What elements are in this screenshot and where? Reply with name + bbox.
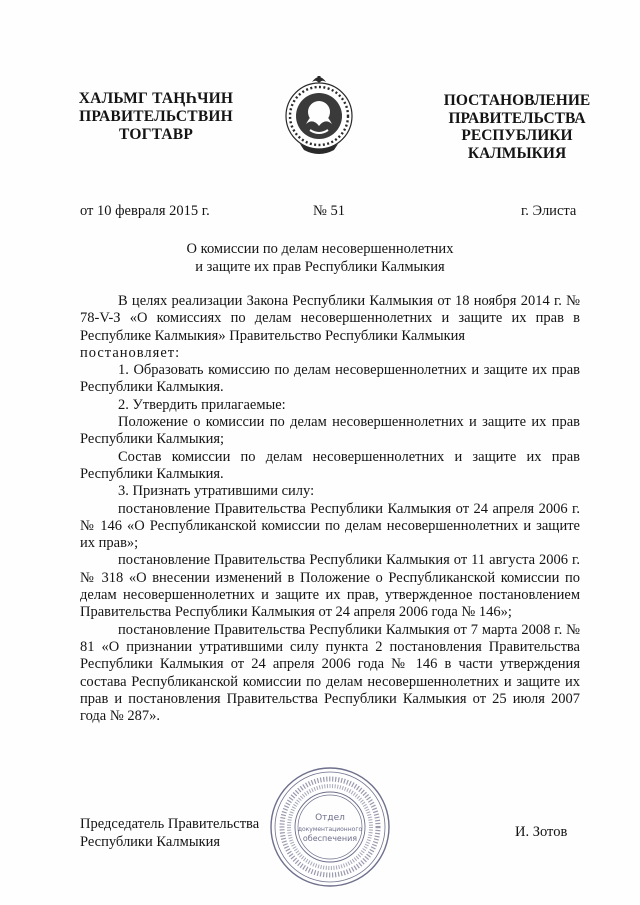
- header-right-line: ПРАВИТЕЛЬСТВА: [448, 109, 586, 127]
- document-number: № 51: [313, 203, 345, 219]
- header-left-line: ПРАВИТЕЛЬСТВИН: [79, 108, 233, 125]
- signatory-position-line: Республики Калмыкия: [80, 834, 221, 850]
- document-body: [80, 293, 580, 725]
- title-line: О комиссии по делам несовершеннолетних: [186, 241, 454, 257]
- signatory-position-line: Председатель Правительства: [80, 816, 260, 832]
- body-paragraph: Положение о комиссии по делам несовершеннолетних и защите их прав Республики Калмыкия;: [80, 414, 580, 448]
- header-right-title: [412, 92, 622, 162]
- body-paragraph: постановление Правительства Республики Калмыкия от 11 августа 2006 г. № 318 «О внесении изменений в Положение о Республиканской комиссии по делам несовершеннолетних и защите их прав, утвержденное постановлением Правительства Республики Калмыкия от 24 апреля 2006 года № 146»;: [80, 552, 580, 621]
- header-right-line: ПОСТАНОВЛЕНИЕ: [443, 92, 591, 109]
- signatory-name: И. Зотов: [515, 824, 568, 840]
- header-right-line: РЕСПУБЛИКИ КАЛМЫКИЯ: [461, 127, 573, 162]
- body-paragraph-decree: постановляет:: [80, 344, 181, 361]
- signatory-position: [80, 815, 259, 851]
- header-left-title: [46, 90, 266, 144]
- header-left-line: ТОГТАВР: [118, 126, 194, 143]
- body-paragraph: Состав комиссии по делам несовершеннолетних и защите их прав Республики Калмыкия.: [80, 448, 580, 482]
- header-left-line: ХАЛЬМГ ТАҢҺЧИН: [78, 90, 234, 107]
- coat-of-arms-emblem: [282, 70, 356, 156]
- title-line: и защите их прав Республики Калмыкия: [195, 259, 445, 275]
- document-city: г. Элиста: [521, 203, 577, 219]
- document-title: [100, 240, 540, 276]
- official-stamp: [268, 765, 392, 889]
- body-paragraph: 3. Признать утратившими силу:: [118, 483, 315, 500]
- body-paragraph: В целях реализации Закона Республики Калмыкия от 18 ноября 2014 г. № 78-V-З «О комиссиях по делам несовершеннолетних и защите их прав в Республике Калмыкия» Правительство Республики Калмыкия: [80, 293, 580, 344]
- document-date: от 10 февраля 2015 г.: [80, 203, 210, 219]
- stamp-text-line: документационного: [297, 826, 363, 833]
- body-paragraph: 1. Образовать комиссию по делам несовершеннолетних и защите их прав Республики Калмыкия.: [80, 362, 580, 396]
- body-paragraph: постановление Правительства Республики Калмыкия от 7 марта 2008 г. № 81 «О признании утратившими силу пункта 2 постановления Правительства Республики Калмыкия от 24 апреля 2006 года № 146 в части утверждения состава Республиканской комиссии по делам несовершеннолетних и защите их прав и постановления Правительства Республики Калмыкия от 25 июля 2007 года № 287».: [80, 621, 580, 725]
- stamp-text-line: обеспечения: [302, 834, 358, 843]
- stamp-text-line: Отдел: [315, 813, 345, 823]
- body-paragraph: постановление Правительства Республики Калмыкия от 24 апреля 2006 г. № 146 «О Республиканской комиссии по делам несовершеннолетних и защите их прав»;: [80, 500, 580, 552]
- body-paragraph: 2. Утвердить прилагаемые:: [118, 396, 286, 413]
